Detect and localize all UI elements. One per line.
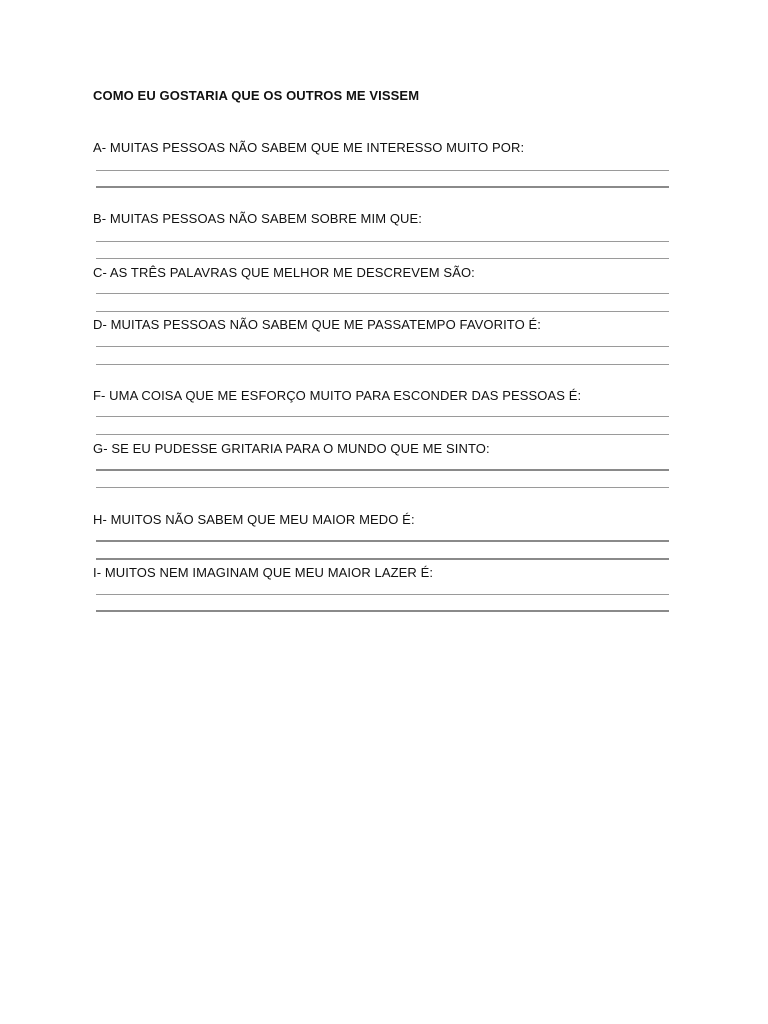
question-d: D- MUITAS PESSOAS NÃO SABEM QUE ME PASSATEMPO FAVORITO É: — [93, 317, 542, 332]
answer-line — [96, 241, 669, 242]
question-f: F- UMA COISA QUE ME ESFORÇO MUITO PARA ESCONDER DAS PESSOAS É: — [93, 388, 582, 403]
document-title: COMO EU GOSTARIA QUE OS OUTROS ME VISSEM — [93, 88, 420, 103]
answer-line — [96, 293, 669, 294]
answer-line — [96, 170, 669, 171]
question-h: H- MUITOS NÃO SABEM QUE MEU MAIOR MEDO É: — [93, 512, 415, 527]
question-g: G- SE EU PUDESSE GRITARIA PARA O MUNDO QUE ME SINTO: — [93, 441, 490, 456]
answer-line — [96, 258, 669, 259]
question-c: C- AS TRÊS PALAVRAS QUE MELHOR ME DESCREVEM SÃO: — [93, 265, 475, 280]
answer-line — [96, 487, 669, 488]
answer-line — [96, 469, 669, 471]
question-a: A- MUITAS PESSOAS NÃO SABEM QUE ME INTERESSO MUITO POR: — [93, 140, 525, 155]
answer-line — [96, 311, 669, 312]
question-i: I- MUITOS NEM IMAGINAM QUE MEU MAIOR LAZER É: — [93, 565, 434, 580]
answer-line — [96, 346, 669, 347]
answer-line — [96, 540, 669, 542]
answer-line — [96, 434, 669, 435]
answer-line — [96, 364, 669, 365]
answer-line — [96, 558, 669, 560]
answer-line — [96, 416, 669, 417]
answer-line — [96, 594, 669, 595]
answer-line — [96, 186, 669, 188]
question-b: B- MUITAS PESSOAS NÃO SABEM SOBRE MIM QUE: — [93, 211, 423, 226]
answer-line — [96, 610, 669, 612]
